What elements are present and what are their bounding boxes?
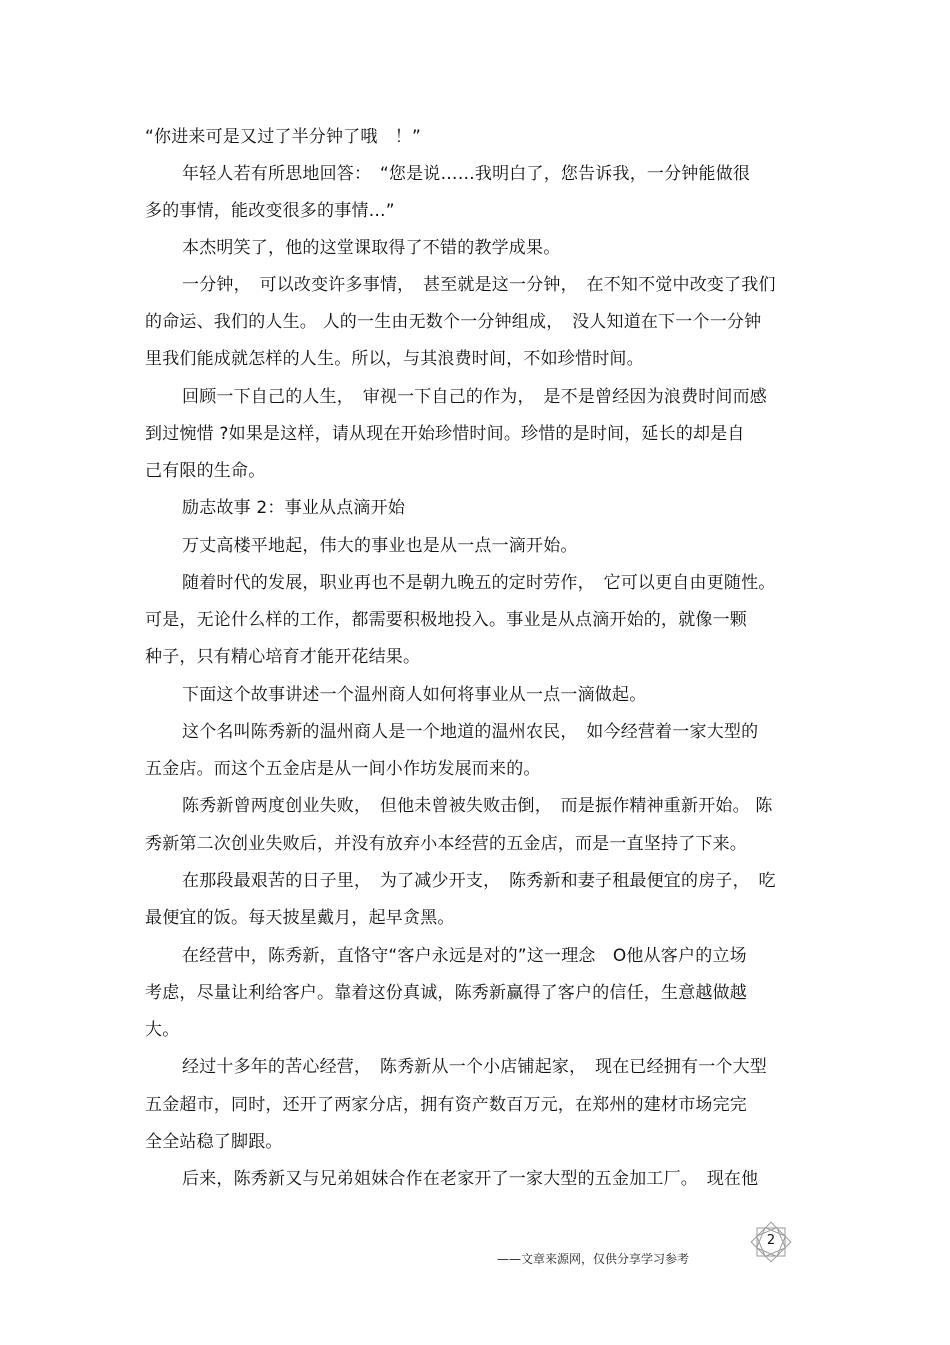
text-line: 己有限的生命。	[145, 461, 266, 481]
text-line: 考虑，尽量让利给客户。靠着这份真诚，陈秀新赢得了客户的信任，生意越做越	[145, 983, 747, 1003]
text-line: 里我们能成就怎样的人生。所以，与其浪费时间，不如珍惜时间。	[145, 349, 644, 369]
text-line: 多的事情，能改变很多的事情…”	[145, 201, 395, 221]
text-line: 回顾一下自己的人生， 审视一下自己的作为， 是不是曾经因为浪费时间而感	[182, 387, 767, 407]
text-line: 随着时代的发展，职业再也不是朝九晚五的定时劳作， 它可以更自由更随性。	[182, 573, 776, 593]
text-line: 本杰明笑了，他的这堂课取得了不错的教学成果。	[182, 238, 561, 258]
text-line: 的命运、我们的人生。 人的一生由无数个一分钟组成， 没人知道在下一个一分钟	[145, 312, 762, 332]
page-number-badge	[748, 1219, 794, 1265]
text-line: 在那段最艰苦的日子里， 为了减少开支， 陈秀新和妻子租最便宜的房子， 吃	[182, 871, 776, 891]
text-line: 万丈高楼平地起，伟大的事业也是从一点一滴开始。	[182, 536, 578, 556]
section-heading: 励志故事 2：事业从点滴开始	[182, 498, 406, 518]
text-line: “你进来可是又过了半分钟了哦 ！”	[145, 127, 422, 147]
text-line: 种子，只有精心培育才能开花结果。	[145, 647, 421, 667]
text-line: 秀新第二次创业失败后，并没有放弃小本经营的五金店，而是一直坚持了下来。	[145, 834, 747, 854]
text-line: 经过十多年的苦心经营， 陈秀新从一个小店铺起家， 现在已经拥有一个大型	[182, 1057, 767, 1077]
text-line: 最便宜的饭。每天披星戴月，起早贪黑。	[145, 908, 455, 928]
text-line: 可是，无论什么样的工作，都需要积极地投入。事业是从点滴开始的，就像一颗	[145, 610, 747, 630]
footer-source-note: ——文章来源网，仅供分享学习参考	[497, 1252, 690, 1266]
text-line: 一分钟， 可以改变许多事情， 甚至就是这一分钟， 在不知不觉中改变了我们	[182, 275, 776, 295]
text-line: 全全站稳了脚跟。	[145, 1132, 283, 1152]
text-line: 到过惋惜 ?如果是这样，请从现在开始珍惜时间。珍惜的是时间，延长的却是自	[145, 424, 745, 444]
text-line: 陈秀新曾两度创业失败， 但他未曾被失败击倒， 而是振作精神重新开始。 陈	[182, 796, 773, 816]
text-line: 五金店。而这个五金店是从一间小作坊发展而来的。	[145, 759, 541, 779]
text-line: 大。	[145, 1020, 180, 1040]
text-line: 这个名叫陈秀新的温州商人是一个地道的温州农民， 如今经营着一家大型的	[182, 722, 759, 742]
text-line: 五金超市，同时，还开了两家分店，拥有资产数百万元，在郑州的建材市场完完	[145, 1095, 747, 1115]
page-number: 2	[766, 1233, 776, 1248]
text-line: 下面这个故事讲述一个温州商人如何将事业从一点一滴做起。	[182, 685, 647, 705]
text-line: 在经营中，陈秀新，直恪守“客户永远是对的”这一理念 O他从客户的立场	[182, 946, 747, 966]
text-line: 年轻人若有所思地回答： “您是说……我明白了，您告诉我，一分钟能做很	[182, 164, 751, 184]
text-line: 后来，陈秀新又与兄弟姐妹合作在老家开了一家大型的五金加工厂。 现在他	[182, 1169, 759, 1189]
